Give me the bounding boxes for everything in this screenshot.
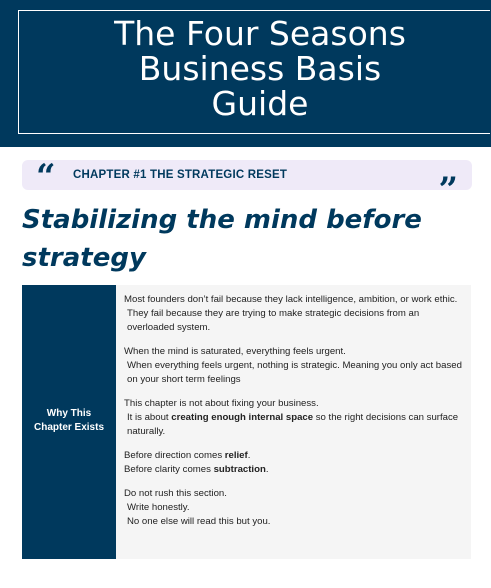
- chapter-subtitle-line-2: strategy: [22, 243, 146, 273]
- sidebar-label-line-1: Why This: [46, 408, 92, 419]
- close-quote-icon: ”: [438, 170, 458, 210]
- paragraph-2: [124, 345, 464, 387]
- p5-line-3: No one else will read this but you.: [127, 516, 271, 527]
- sidebar-label: [22, 407, 116, 435]
- p5-line-2: Write honestly.: [127, 502, 190, 513]
- chapter-subtitle-line-1: Stabilizing the mind before: [22, 205, 422, 235]
- chapter-banner: [22, 157, 472, 210]
- paragraph-5: [124, 487, 464, 529]
- guide-title: [55, 16, 465, 121]
- p5-line-1: Do not rush this section.: [124, 488, 227, 499]
- p4-line-2: [124, 463, 464, 477]
- p1-line-2: They fail because they are trying to make strategic decisions from an overloaded system.: [127, 308, 420, 333]
- p1-line-1: Most founders don’t fail because they lack intelligence, ambition, or work ethic.: [124, 294, 458, 305]
- p4-line-2-post: .: [265, 464, 269, 475]
- p4-emphasis-relief: relief: [224, 450, 248, 461]
- guide-title-line-2: Business Basis: [138, 49, 382, 88]
- p4-line-2-pre: Before clarity comes: [124, 464, 214, 475]
- p2-line-2: When everything feels urgent, nothing is strategic. Meaning you only act based on your short term feelings: [127, 360, 462, 385]
- p4-emphasis-subtraction: subtraction: [213, 464, 266, 475]
- cover-header: [0, 0, 491, 147]
- guide-title-line-1: The Four Seasons: [114, 14, 406, 53]
- p4-line-1-pre: Before direction comes: [124, 450, 225, 461]
- p4-line-1: [124, 449, 464, 463]
- sidebar-label-line-2: Chapter Exists: [33, 422, 105, 433]
- open-quote-icon: “: [36, 157, 56, 197]
- p3-line-2-pre: It is about: [127, 412, 172, 423]
- paragraph-3: [124, 397, 464, 439]
- section-content: [116, 285, 471, 559]
- p4-line-1-post: .: [247, 450, 251, 461]
- section-sidebar: [22, 285, 116, 559]
- chapter-label: CHAPTER #1 THE STRATEGIC RESET: [73, 169, 288, 181]
- guide-title-line-3: Guide: [211, 84, 309, 123]
- p3-line-1: This chapter is not about fixing your business.: [124, 398, 319, 409]
- paragraph-1: [124, 293, 464, 335]
- p3-emphasis: creating enough internal space: [171, 412, 314, 423]
- chapter-subtitle: [22, 201, 472, 277]
- p3-line-2: [124, 411, 464, 439]
- p3-line-2-post: so the right decisions can surface naturally.: [127, 412, 459, 437]
- section-text: [124, 293, 464, 539]
- p2-line-1: When the mind is saturated, everything feels urgent.: [124, 346, 346, 357]
- paragraph-4: [124, 449, 464, 477]
